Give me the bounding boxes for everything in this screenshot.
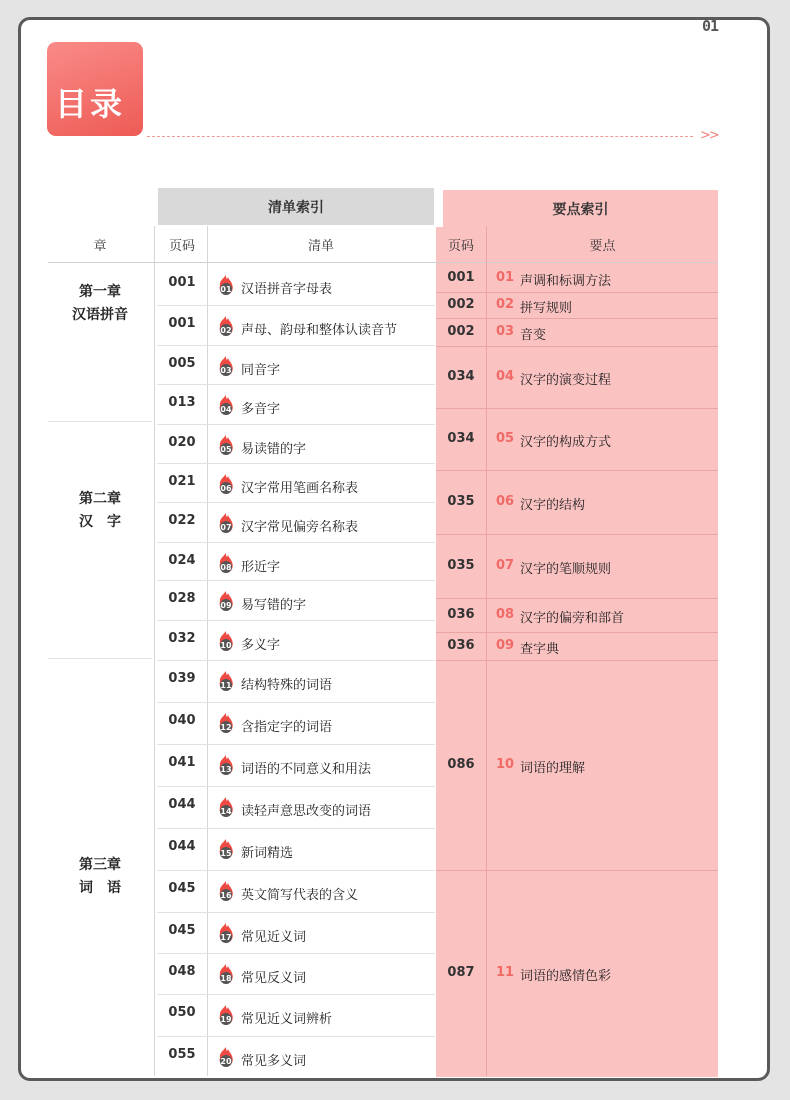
flame-number-icon — [217, 315, 235, 337]
list-item-page: 048 — [168, 964, 196, 979]
list-item-label: 词语的不同意义和用法 — [241, 762, 372, 777]
list-item-label: 常见多义词 — [241, 1054, 307, 1069]
list-item — [157, 828, 435, 869]
flame-number-icon — [217, 552, 235, 574]
list-item-page: 024 — [168, 553, 196, 568]
flame-number: 11 — [220, 681, 232, 690]
list-item-label: 汉字常见偏旁名称表 — [241, 520, 359, 535]
flame-number: 13 — [220, 765, 232, 774]
flame-number: 16 — [220, 891, 232, 900]
list-item-label: 新词精选 — [241, 846, 294, 861]
flame-number-icon — [217, 355, 235, 377]
list-item-label: 汉语拼音字母表 — [241, 282, 333, 297]
list-item-label: 英文简写代表的含义 — [241, 888, 359, 903]
key-point-number: 01 — [496, 270, 515, 285]
row-rule — [157, 660, 435, 661]
list-item-label: 常见近义词 — [241, 930, 307, 945]
row-rule — [157, 463, 435, 464]
list-item-page: 032 — [168, 631, 196, 646]
list-item-page: 045 — [168, 923, 196, 938]
row-rule — [157, 620, 435, 621]
double-chevron-icon: >> — [700, 128, 718, 143]
key-point-page: 036 — [447, 607, 475, 622]
list-item-label: 形近字 — [241, 560, 281, 575]
key-point-item — [436, 318, 718, 346]
key-point-page: 086 — [447, 757, 475, 772]
key-point-number: 10 — [496, 757, 515, 772]
flame-number: 01 — [220, 285, 232, 294]
flame-number: 20 — [220, 1057, 232, 1066]
key-point-label: 汉字的结构 — [520, 498, 586, 513]
list-item — [157, 542, 435, 583]
flame-number-icon — [217, 512, 235, 534]
flame-number-icon — [217, 394, 235, 416]
flame-number: 03 — [220, 366, 232, 375]
chapter-3-number: 第三章 — [79, 857, 121, 873]
title-divider — [147, 136, 693, 137]
flame-number-icon — [217, 754, 235, 776]
list-item-label: 声母、韵母和整体认读音节 — [241, 323, 398, 338]
list-item-page: 001 — [168, 275, 196, 290]
flame-number: 05 — [220, 445, 232, 454]
chapter-divider-1 — [48, 421, 152, 422]
list-item — [157, 994, 435, 1035]
chapter-1 — [48, 281, 152, 327]
flame-number-icon — [217, 630, 235, 652]
list-item — [157, 702, 435, 743]
key-point-page: 034 — [447, 431, 475, 446]
list-item-label: 多义字 — [241, 638, 281, 653]
col-header-point: 要点 — [589, 238, 616, 254]
list-item-label: 易读错的字 — [241, 442, 307, 457]
key-point-label: 词语的理解 — [520, 761, 586, 776]
list-item — [157, 384, 435, 425]
key-point-page: 035 — [447, 558, 475, 573]
key-row-rule — [436, 318, 718, 319]
flame-number-icon — [217, 590, 235, 612]
key-point-label: 汉字的演变过程 — [520, 373, 612, 388]
key-point-item — [436, 292, 718, 318]
key-point-page: 001 — [447, 270, 475, 285]
list-item-page: 001 — [168, 316, 196, 331]
key-point-page: 002 — [447, 324, 475, 339]
list-item-page: 020 — [168, 435, 196, 450]
list-item-page: 022 — [168, 513, 196, 528]
flame-number-icon — [217, 922, 235, 944]
flame-number-icon — [217, 670, 235, 692]
flame-number-icon — [217, 1004, 235, 1026]
key-point-item — [436, 598, 718, 632]
key-point-number: 03 — [496, 324, 515, 339]
key-point-number: 04 — [496, 369, 515, 384]
key-point-item — [436, 408, 718, 470]
key-index-header: 要点索引 — [552, 201, 609, 218]
key-row-rule — [436, 470, 718, 471]
list-item-label: 同音字 — [241, 363, 281, 378]
key-point-number: 08 — [496, 607, 515, 622]
list-item — [157, 345, 435, 386]
flame-number: 19 — [220, 1015, 232, 1024]
list-item-page: 021 — [168, 474, 196, 489]
divider-chapter — [154, 226, 155, 1076]
flame-number-icon — [217, 274, 235, 296]
key-point-item — [436, 660, 718, 870]
flame-number: 17 — [220, 933, 232, 942]
key-point-label: 查字典 — [520, 642, 560, 657]
list-item-page: 005 — [168, 356, 196, 371]
list-item — [157, 264, 435, 305]
key-point-page: 036 — [447, 638, 475, 653]
list-item-label: 常见反义词 — [241, 971, 307, 986]
header-rule — [48, 262, 718, 263]
list-item — [157, 870, 435, 911]
flame-number-icon — [217, 434, 235, 456]
row-rule — [157, 702, 435, 703]
chapter-2-title: 汉 字 — [79, 514, 121, 530]
key-row-rule — [436, 408, 718, 409]
list-item — [157, 463, 435, 504]
chapter-1-title: 汉语拼音 — [72, 307, 128, 323]
col-header-item: 清单 — [307, 238, 334, 254]
chapter-2 — [48, 488, 152, 534]
flame-number: 10 — [220, 641, 232, 650]
col-header-page: 页码 — [168, 238, 195, 254]
flame-number-icon — [217, 473, 235, 495]
key-row-rule — [436, 598, 718, 599]
row-rule — [157, 786, 435, 787]
key-point-label: 拼写规则 — [520, 301, 573, 316]
list-item-page: 013 — [168, 395, 196, 410]
flame-number-icon — [217, 796, 235, 818]
row-rule — [157, 1036, 435, 1037]
key-row-rule — [436, 632, 718, 633]
row-rule — [157, 994, 435, 995]
key-point-label: 汉字的笔顺规则 — [520, 562, 612, 577]
list-item-label: 含指定字的词语 — [241, 720, 333, 735]
flame-number: 18 — [220, 974, 232, 983]
key-point-item — [436, 264, 718, 292]
flame-number: 07 — [220, 523, 232, 532]
list-item-page: 039 — [168, 671, 196, 686]
key-point-item — [436, 470, 718, 534]
list-item-page: 044 — [168, 839, 196, 854]
key-point-number: 09 — [496, 638, 515, 653]
list-item-page: 055 — [168, 1047, 196, 1062]
row-rule — [157, 384, 435, 385]
row-rule — [157, 870, 435, 871]
flame-number: 15 — [220, 849, 232, 858]
col-header-key-page: 页码 — [447, 238, 474, 254]
flame-number-icon — [217, 838, 235, 860]
list-item-page: 045 — [168, 881, 196, 896]
key-point-page: 002 — [447, 297, 475, 312]
row-rule — [157, 744, 435, 745]
key-point-item — [436, 870, 718, 1076]
list-item — [157, 1036, 435, 1077]
key-row-rule — [436, 870, 718, 871]
flame-number-icon — [217, 712, 235, 734]
chapter-1-number: 第一章 — [79, 284, 121, 300]
flame-number: 06 — [220, 484, 232, 493]
row-rule — [157, 828, 435, 829]
flame-number: 02 — [220, 326, 232, 335]
chapter-2-number: 第二章 — [79, 491, 121, 507]
list-item — [157, 786, 435, 827]
list-item-label: 常见近义词辨析 — [241, 1012, 333, 1027]
list-item — [157, 912, 435, 953]
key-point-number: 05 — [496, 431, 515, 446]
list-item — [157, 620, 435, 661]
list-item — [157, 953, 435, 994]
flame-number: 08 — [220, 563, 232, 572]
flame-number-icon — [217, 1046, 235, 1068]
list-item — [157, 744, 435, 785]
key-point-number: 07 — [496, 558, 515, 573]
list-item-page: 050 — [168, 1005, 196, 1020]
flame-number: 09 — [220, 601, 232, 610]
list-item-label: 读轻声意思改变的词语 — [241, 804, 372, 819]
key-point-item — [436, 534, 718, 598]
key-point-number: 06 — [496, 494, 515, 509]
row-rule — [157, 502, 435, 503]
key-row-rule — [436, 534, 718, 535]
list-item-label: 结构特殊的词语 — [241, 678, 333, 693]
list-item-page: 044 — [168, 797, 196, 812]
list-item-label: 易写错的字 — [241, 598, 307, 613]
list-item — [157, 502, 435, 543]
chapter-3-title: 词 语 — [79, 880, 121, 896]
flame-number: 04 — [220, 405, 232, 414]
list-item-page: 040 — [168, 713, 196, 728]
chapter-3 — [48, 854, 152, 900]
row-rule — [157, 912, 435, 913]
list-item — [157, 305, 435, 346]
key-point-item — [436, 346, 718, 408]
row-rule — [157, 542, 435, 543]
key-point-page: 087 — [447, 965, 475, 980]
row-rule — [157, 580, 435, 581]
flame-number: 14 — [220, 807, 232, 816]
row-rule — [157, 424, 435, 425]
row-rule — [157, 345, 435, 346]
list-item-label: 多音字 — [241, 402, 281, 417]
page-number: 01 — [702, 17, 719, 35]
row-rule — [157, 953, 435, 954]
key-point-page: 034 — [447, 369, 475, 384]
flame-number-icon — [217, 880, 235, 902]
key-point-label: 汉字的偏旁和部首 — [520, 611, 625, 626]
list-item-page: 028 — [168, 591, 196, 606]
key-point-label: 词语的感情色彩 — [520, 969, 612, 984]
list-item-page: 041 — [168, 755, 196, 770]
key-point-number: 11 — [496, 965, 515, 980]
key-point-number: 02 — [496, 297, 515, 312]
key-row-rule — [436, 292, 718, 293]
col-header-chapter: 章 — [93, 238, 107, 254]
page-title: 目录 — [47, 42, 143, 136]
key-row-rule — [436, 346, 718, 347]
flame-number: 12 — [220, 723, 232, 732]
list-item — [157, 580, 435, 621]
list-item-label: 汉字常用笔画名称表 — [241, 481, 359, 496]
flame-number-icon — [217, 963, 235, 985]
list-index-header: 清单索引 — [268, 199, 324, 216]
row-rule — [157, 305, 435, 306]
key-point-label: 声调和标调方法 — [520, 274, 612, 289]
chapter-divider-2 — [48, 658, 152, 659]
list-item — [157, 424, 435, 465]
key-point-label: 音变 — [520, 328, 547, 343]
key-point-page: 035 — [447, 494, 475, 509]
key-row-rule — [436, 660, 718, 661]
list-item — [157, 660, 435, 701]
key-point-item — [436, 632, 718, 660]
key-point-label: 汉字的构成方式 — [520, 435, 612, 450]
